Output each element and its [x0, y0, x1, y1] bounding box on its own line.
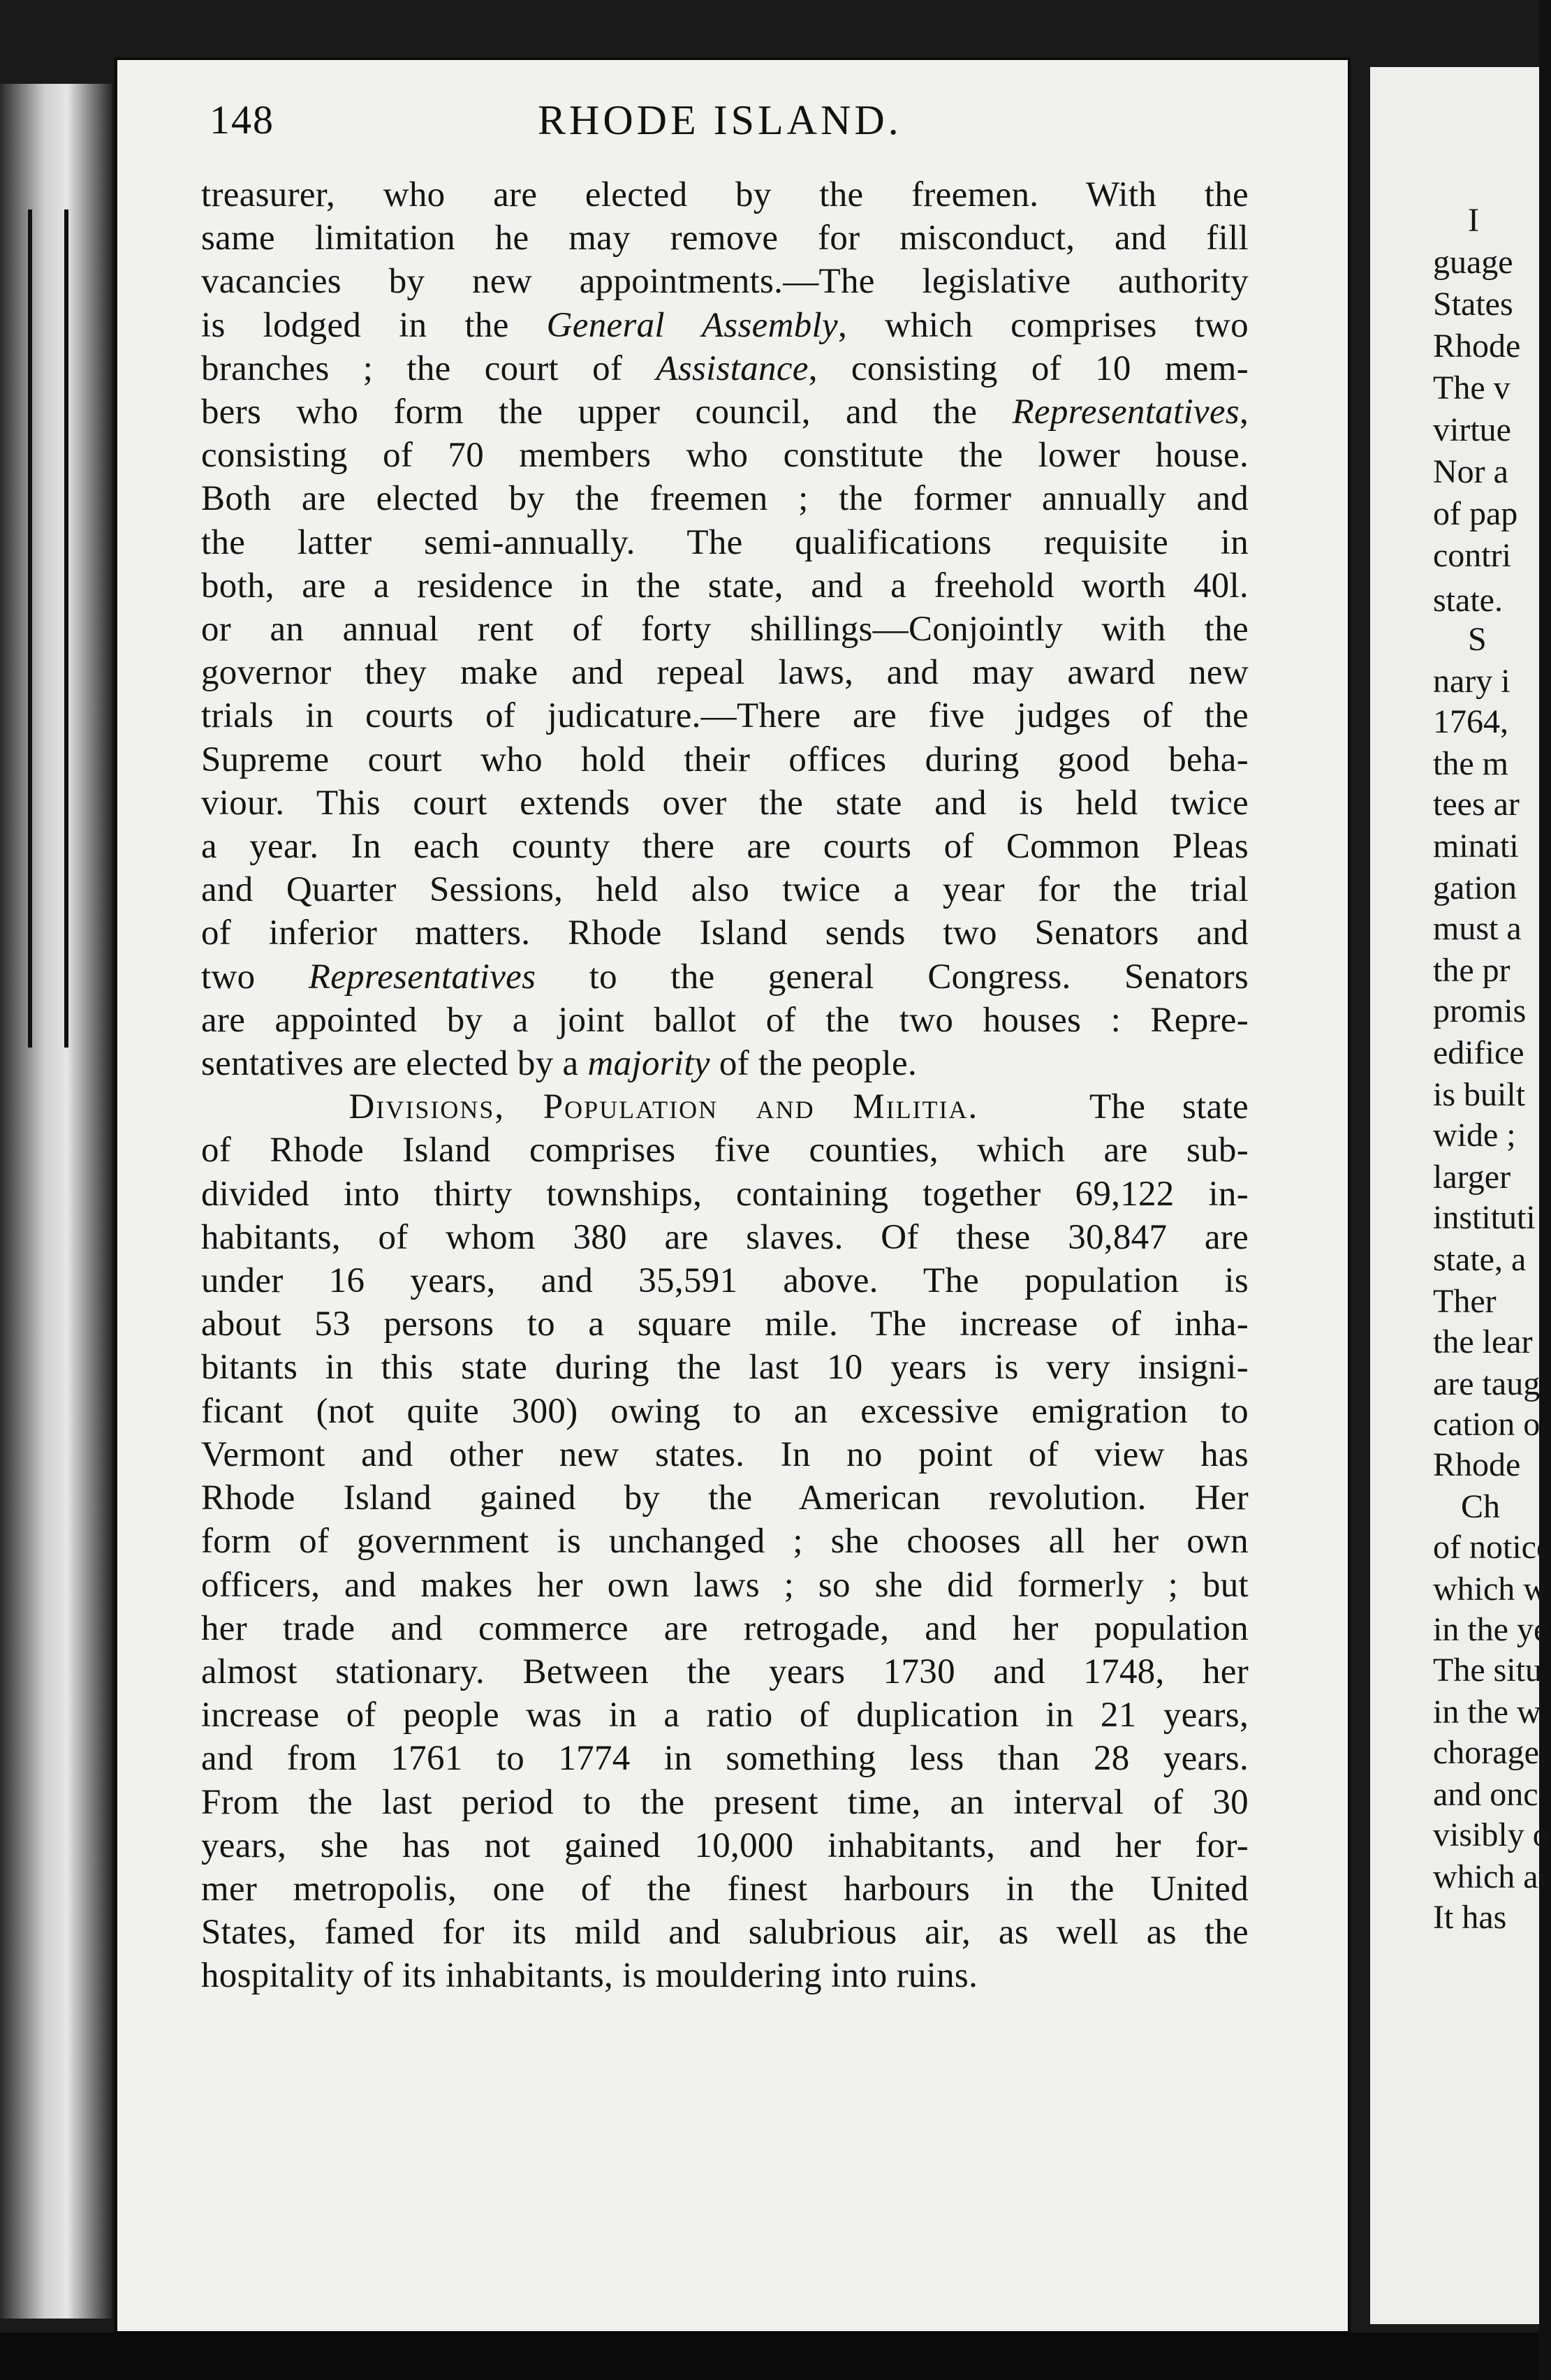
next-page-text-fragment: the lear [1433, 1323, 1533, 1360]
next-page-text-fragment: S [1468, 621, 1487, 658]
text-line: hospitality of its inhabitants, is mouldering into ruins. [201, 1956, 978, 1996]
next-page-text-fragment: The v [1433, 369, 1510, 406]
next-page-text-fragment: chorage, [1433, 1734, 1548, 1771]
section-heading-line [201, 1085, 1249, 1129]
text-line: viour. This court extends over the state and is held twice [201, 783, 1249, 823]
text-line: Rhode Island gained by the American revolution. Her [201, 1478, 1249, 1518]
text-line: treasurer, who are elected by the freemen. With the [201, 175, 1249, 214]
text-line: form of government is unchanged ; she chooses all her own [201, 1522, 1249, 1562]
text-line: are appointed by a joint ballot of the two houses : Repre- [201, 1000, 1249, 1040]
text-line: officers, and makes her own laws ; so she did formerly ; but [201, 1565, 1249, 1605]
next-page-text-fragment: wide ; [1433, 1117, 1516, 1154]
text-line: increase of people was in a ratio of duplication in 21 years, [201, 1696, 1249, 1735]
text-line: divided into thirty townships, containing together 69,122 in- [201, 1174, 1249, 1214]
text-line: trials in courts of judicature.—There are five judges of the [201, 696, 1249, 736]
next-page-edge [1370, 67, 1551, 2324]
text-line: her trade and commerce are retrogade, and her population [201, 1608, 1249, 1648]
next-page-text-fragment: the pr [1433, 952, 1510, 989]
next-page-text-fragment: which ar [1433, 1858, 1550, 1895]
next-page-text-fragment: The situ [1433, 1652, 1542, 1689]
text-line: both, are a residence in the state, and a freehold worth 40l. [201, 566, 1249, 605]
text-line: same limitation he may remove for misconduct, and fill [201, 219, 1249, 258]
next-page-text-fragment: and onc [1433, 1776, 1538, 1813]
next-page-text-fragment: 1764, [1433, 703, 1508, 740]
text-line: under 16 years, and 35,591 above. The population is [201, 1261, 1249, 1301]
text-line: of inferior matters. Rhode Island sends two Senators and [201, 913, 1249, 953]
next-page-text-fragment: the m [1433, 745, 1508, 782]
next-page-text-fragment: in the w [1433, 1694, 1541, 1731]
next-page-text-fragment: tees ar [1433, 786, 1520, 823]
text-line: bitants in this state during the last 10 years is very insigni- [201, 1348, 1249, 1388]
margin-rule [28, 210, 32, 1048]
next-page-text-fragment: is built [1433, 1076, 1526, 1113]
next-page-text-fragment: Ch [1461, 1488, 1501, 1525]
text-line: branches ; the court of Assistance, consisting of 10 mem- [201, 348, 1249, 388]
text-line: years, she has not gained 10,000 inhabitants, and her for- [201, 1826, 1249, 1865]
next-page-text-fragment: Rhode [1433, 328, 1521, 365]
next-page-text-fragment: Nor a [1433, 453, 1508, 490]
next-page-text-fragment: which w [1433, 1571, 1548, 1608]
next-page-text-fragment: gation [1433, 869, 1517, 906]
next-page-text-fragment: It has [1433, 1899, 1507, 1936]
text-line: States, famed for its mild and salubrious air, as well as the [201, 1913, 1249, 1953]
text-line: governor they make and repeal laws, and may award new [201, 653, 1249, 693]
paragraph-opening: The state [1089, 1087, 1249, 1127]
next-page-text-fragment: promis [1433, 992, 1527, 1029]
text-line: vacancies by new appointments.—The legislative authority [201, 262, 1249, 302]
text-line: is lodged in the General Assembly, which comprises two [201, 305, 1249, 345]
running-head: RHODE ISLAND. [538, 97, 902, 143]
margin-rule [64, 210, 68, 1048]
next-page-text-fragment: minati [1433, 828, 1519, 865]
next-page-text-fragment: instituti [1433, 1199, 1536, 1236]
next-page-text-fragment: virtue [1433, 411, 1511, 448]
text-line: two Representatives to the general Congress. Senators [201, 957, 1249, 997]
next-page-text-fragment: in the ye [1433, 1611, 1549, 1648]
text-line: ficant (not quite 300) owing to an excessive emigration to [201, 1391, 1249, 1431]
text-line: almost stationary. Between the years 1730 and 1748, her [201, 1652, 1249, 1691]
next-page-text-fragment: must a [1433, 910, 1522, 947]
text-line: and from 1761 to 1774 in something less than 28 years. [201, 1739, 1249, 1779]
next-page-text-fragment: contri [1433, 537, 1511, 574]
text-line: habitants, of whom 380 are slaves. Of these 30,847 are [201, 1217, 1249, 1257]
page-body [201, 173, 1249, 1998]
section-heading: Divisions, Population and Militia. [348, 1087, 979, 1127]
text-line: or an annual rent of forty shillings—Conjointly with the [201, 610, 1249, 649]
text-line: Vermont and other new states. In no point of view has [201, 1434, 1249, 1474]
next-page-text-fragment: Rhode [1433, 1446, 1521, 1483]
text-line: mer metropolis, one of the finest harbours in the United [201, 1869, 1249, 1909]
next-page-text-fragment: are taug [1433, 1365, 1541, 1402]
text-line: a year. In each county there are courts of Common Pleas [201, 827, 1249, 867]
next-page-text-fragment: I [1468, 202, 1479, 239]
next-page-text-fragment: nary i [1433, 663, 1510, 700]
text-line: Supreme court who hold their offices during good beha- [201, 740, 1249, 779]
text-line: Both are elected by the freemen ; the former annually and [201, 479, 1249, 519]
text-line: consisting of 70 members who constitute the lower house. [201, 436, 1249, 476]
next-page-text-fragment: guage [1433, 244, 1513, 281]
text-line: about 53 persons to a square mile. The increase of inha- [201, 1305, 1249, 1344]
text-line: the latter semi-annually. The qualifications requisite in [201, 522, 1249, 562]
previous-page-edge [0, 84, 112, 2319]
page-header [210, 96, 1257, 159]
scan-border [0, 2333, 1539, 2380]
next-page-text-fragment: visibly o [1433, 1816, 1550, 1853]
next-page-text-fragment: of notice [1433, 1529, 1551, 1566]
next-page-text-fragment: larger [1433, 1159, 1511, 1196]
text-line: of Rhode Island comprises five counties, which are sub- [201, 1131, 1249, 1170]
next-page-text-fragment: of pap [1433, 495, 1518, 532]
text-line: sentatives are elected by a majority of the people. [201, 1044, 918, 1084]
text-line: bers who form the upper council, and the Representatives, [201, 392, 1249, 432]
next-page-text-fragment: edifice [1433, 1034, 1524, 1071]
next-page-text-fragment: state. [1433, 582, 1503, 619]
next-page-text-fragment: state, a [1433, 1241, 1527, 1278]
next-page-text-fragment: Ther [1433, 1283, 1497, 1320]
page-number: 148 [210, 97, 274, 142]
text-line: From the last period to the present time, an interval of 30 [201, 1782, 1249, 1822]
text-line: and Quarter Sessions, held also twice a year for the trial [201, 870, 1249, 910]
next-page-text-fragment: cation o [1433, 1406, 1541, 1443]
next-page-text-fragment: States [1433, 286, 1513, 323]
